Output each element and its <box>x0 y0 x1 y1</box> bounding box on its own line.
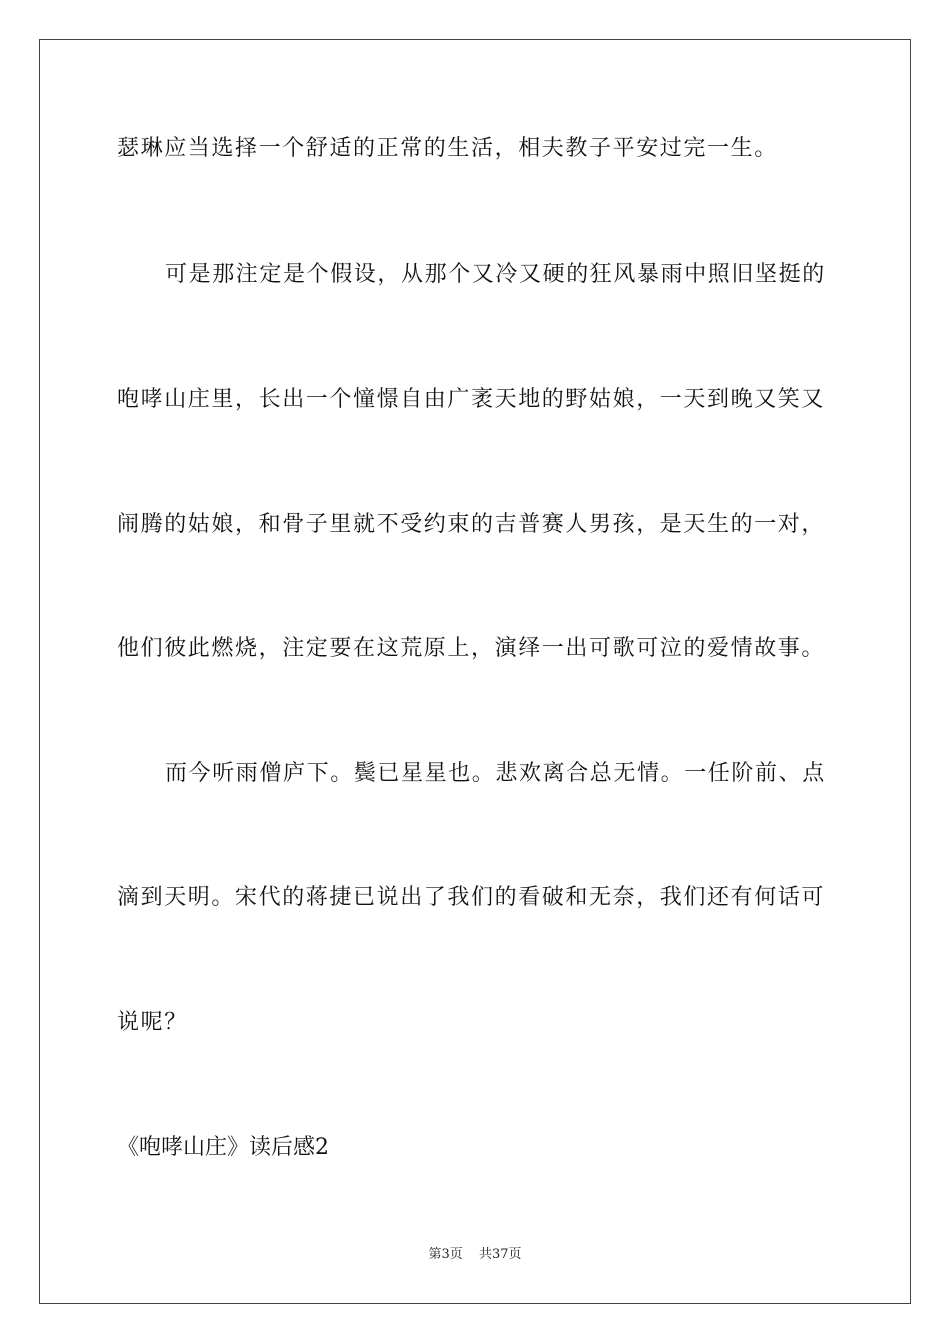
text-line-1: 瑟琳应当选择一个舒适的正常的生活，相夫教子平安过完一生。 <box>117 136 778 161</box>
page-number: 第3页 <box>428 1247 463 1262</box>
text-line-3: 咆哮山庄里，长出一个憧憬自由广袤天地的野姑娘，一天到晚又笑又 <box>117 387 826 412</box>
total-pages: 共37页 <box>478 1247 522 1262</box>
text-line-7: 滴到天明。宋代的蒋捷已说出了我们的看破和无奈，我们还有何话可 <box>117 885 826 910</box>
text-line-5: 他们彼此燃烧，注定要在这荒原上，演绎一出可歌可泣的爱情故事。 <box>117 636 826 661</box>
page-footer <box>0 1247 950 1263</box>
text-line-6: 而今听雨僧庐下。鬓已星星也。悲欢离合总无情。一任阶前、点 <box>165 761 826 786</box>
text-line-2: 可是那注定是个假设，从那个又冷又硬的狂风暴雨中照旧坚挺的 <box>165 262 826 287</box>
section-heading: 《咆哮山庄》读后感2 <box>117 1135 329 1160</box>
text-line-8: 说呢？ <box>117 1010 188 1035</box>
text-line-4: 闹腾的姑娘，和骨子里就不受约束的吉普赛人男孩，是天生的一对， <box>117 512 826 537</box>
page-border <box>39 39 911 1304</box>
